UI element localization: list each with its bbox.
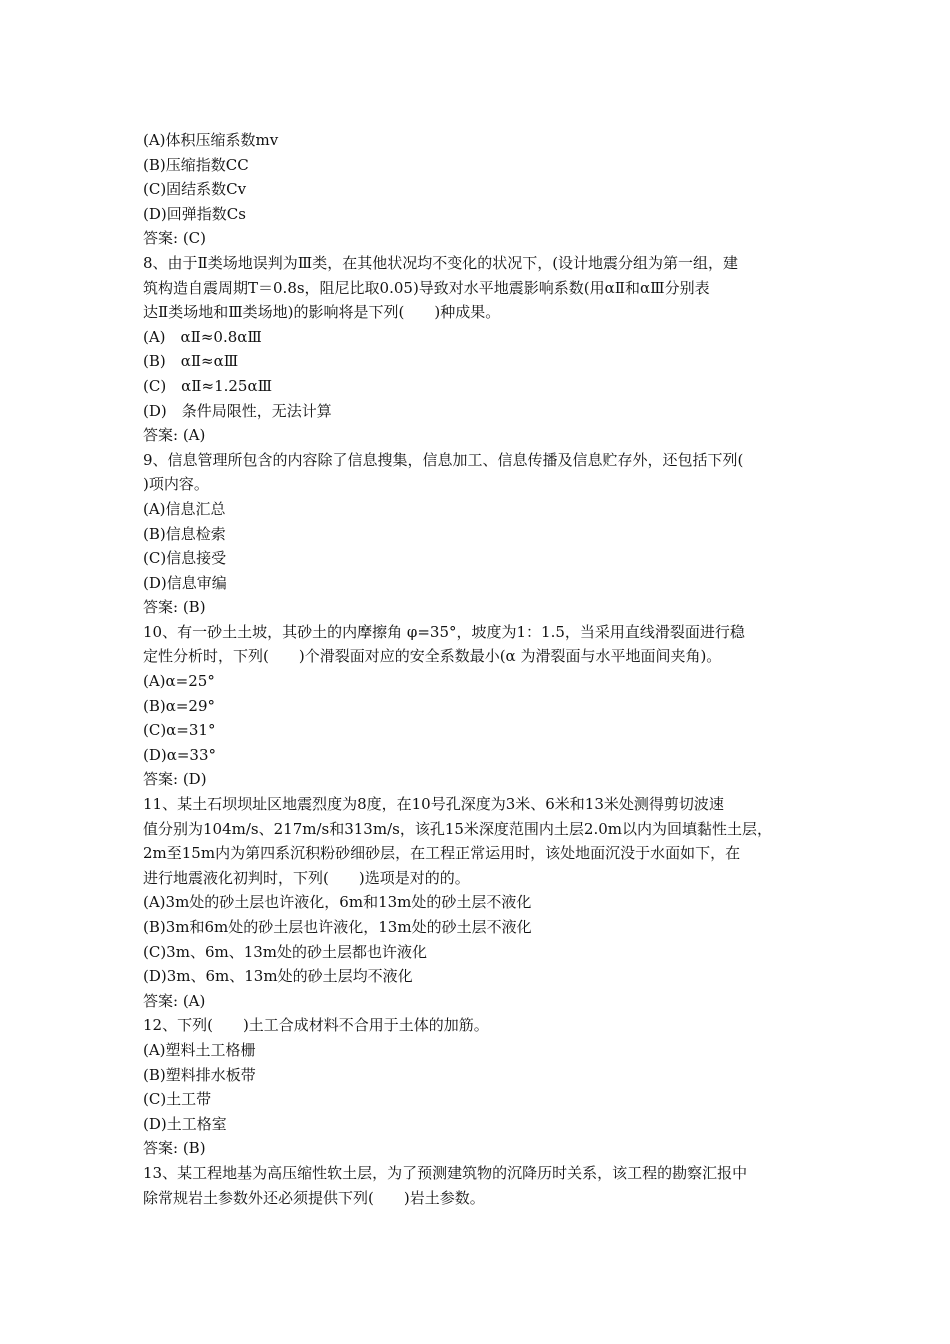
q11-question-line-2: 值分别为104m/s、217m/s和313m/s，该孔15米深度范围内土层2.0m以内为回填黏性土层， (143, 819, 772, 838)
q8-question-line-1: 8、由于Ⅱ类场地误判为Ⅲ类，在其他状况均不变化的状况下，(设计地震分组为第一组，建 (143, 253, 739, 272)
q13-question-line-1: 13、某工程地基为高压缩性软土层，为了预测建筑物的沉降历时关系，该工程的勘察汇报中 (143, 1163, 748, 1182)
q9-question-line-1: 9、信息管理所包含的内容除了信息搜集，信息加工、信息传播及信息贮存外，还包括下列( (143, 450, 744, 469)
q11-option-d: (D)3m、6m、13m处的砂土层均不液化 (143, 967, 413, 986)
q8-answer: 答案: (A) (143, 426, 206, 445)
q12-option-a: (A)塑料土工格栅 (143, 1040, 256, 1059)
q12-option-c: (C)土工带 (143, 1090, 212, 1109)
q11-question-line-3: 2m至15m内为第四系沉积粉砂细砂层，在工程正常运用时，该处地面沉没于水面如下，在 (143, 844, 741, 863)
document-page (143, 128, 813, 1210)
q10-option-d: (D)α=33° (143, 745, 217, 764)
q9-option-c: (C)信息接受 (143, 549, 227, 568)
q11-option-b: (B)3m和6m处的砂土层也许液化，13m处的砂土层不液化 (143, 918, 532, 936)
q7-answer: 答案: (C) (143, 229, 207, 248)
q11-option-c: (C)3m、6m、13m处的砂土层都也许液化 (143, 942, 428, 961)
q11-option-a: (A)3m处的砂土层也许液化，6m和13m处的砂土层不液化 (143, 893, 532, 912)
q12-answer: 答案: (B) (143, 1139, 206, 1158)
q7-option-d: (D)回弹指数Cs (143, 204, 246, 223)
q9-option-b: (B)信息检索 (143, 524, 226, 543)
q8-question-line-2: 筑构造自震周期T＝0.8s，阻尼比取0.05)导致对水平地震影响系数(用αⅡ和αⅢ分别表 (143, 278, 710, 297)
q9-option-d: (D)信息审编 (143, 573, 227, 592)
q10-option-a: (A)α=25° (143, 672, 215, 691)
q8-option-d: (D) 条件局限性，无法计算 (143, 401, 332, 420)
q12-question-line-1: 12、下列( )土工合成材料不合用于土体的加筋。 (143, 1016, 489, 1035)
q7-option-b: (B)压缩指数CC (143, 155, 249, 174)
q8-question-line-3: 达Ⅱ类场地和Ⅲ类场地)的影响将是下列( )种成果。 (143, 303, 501, 322)
q7-option-c: (C)固结系数Cv (143, 180, 247, 199)
q7-option-a: (A)体积压缩系数mv (143, 131, 279, 149)
q10-question-line-1: 10、有一砂土土坡，其砂土的内摩擦角 φ=35°，坡度为1：1.5，当采用直线滑裂面进行稳 (143, 622, 745, 641)
q11-question-line-1: 11、某土石坝坝址区地震烈度为8度，在10号孔深度为3米、6米和13米处测得剪切波速 (143, 795, 724, 814)
q13-question-line-2: 除常规岩土参数外还必须提供下列( )岩土参数。 (143, 1188, 485, 1207)
q10-option-c: (C)α=31° (143, 721, 216, 740)
q11-answer: 答案: (A) (143, 991, 206, 1010)
q10-question-line-2: 定性分析时，下列( )个滑裂面对应的安全系数最小(α 为滑裂面与水平地面间夹角)。 (143, 647, 722, 666)
q11-question-line-4: 进行地震液化初判时，下列( )选项是对的的。 (143, 868, 470, 887)
q12-option-b: (B)塑料排水板带 (143, 1065, 256, 1084)
q12-option-d: (D)土工格室 (143, 1114, 227, 1133)
q10-answer: 答案: (D) (143, 770, 207, 789)
q9-option-a: (A)信息汇总 (143, 499, 226, 518)
q9-question-line-2: )项内容。 (143, 475, 209, 494)
q10-option-b: (B)α=29° (143, 696, 216, 715)
q8-option-b: (B) αⅡ≈αⅢ (143, 352, 239, 371)
q8-option-a: (A) αⅡ≈0.8αⅢ (143, 327, 262, 346)
q9-answer: 答案: (B) (143, 598, 206, 617)
q8-option-c: (C) αⅡ≈1.25αⅢ (143, 376, 273, 395)
